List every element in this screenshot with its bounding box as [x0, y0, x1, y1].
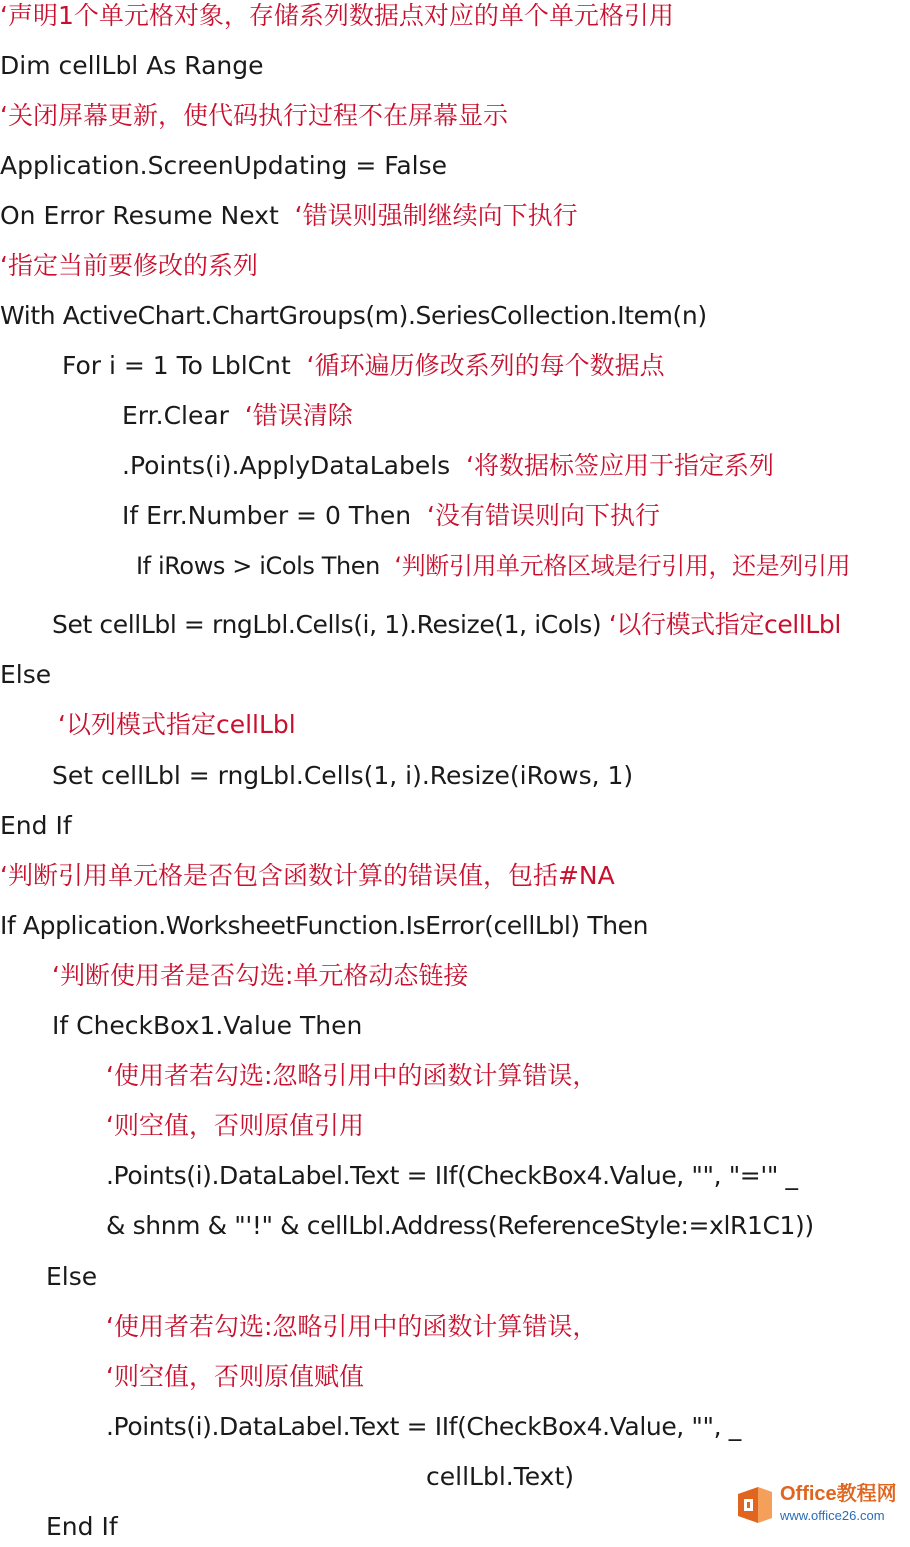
code-comment: ‘以列模式指定cellLbl: [58, 710, 296, 739]
code-comment: ‘使用者若勾选:忽略引用中的函数计算错误，: [106, 1061, 598, 1090]
code-line: [46, 1257, 97, 1297]
code-line: [0, 655, 51, 695]
code-line: [106, 1307, 597, 1347]
code-text: If iRows > iCols Then: [136, 552, 395, 580]
code-line: [0, 146, 447, 186]
code-text: On Error Resume Next: [0, 201, 295, 230]
watermark: [734, 1480, 904, 1532]
code-line: [122, 396, 353, 436]
code-comment: ‘循环遍历修改系列的每个数据点: [306, 351, 665, 380]
code-line: [0, 806, 72, 846]
code-comment: ‘判断使用者是否勾选:单元格动态链接: [52, 961, 469, 990]
code-text: End If: [0, 811, 72, 840]
code-line: [52, 756, 633, 796]
code-line: [426, 1457, 574, 1497]
code-comment: ‘判断引用单元格区域是行引用，还是列引用: [394, 552, 851, 580]
code-comment: ‘则空值，否则原值赋值: [106, 1362, 364, 1391]
code-comment: ‘错误则强制继续向下执行: [294, 201, 578, 230]
code-text: Dim cellLbl As Range: [0, 51, 264, 80]
code-line: [0, 246, 258, 286]
code-line: [106, 1357, 364, 1397]
code-line: [106, 1056, 597, 1096]
code-comment: ‘使用者若勾选:忽略引用中的函数计算错误，: [106, 1312, 598, 1341]
code-comment: ‘以行模式指定cellLbl: [608, 610, 841, 639]
code-comment: ‘则空值，否则原值引用: [106, 1111, 364, 1140]
code-line: [122, 446, 774, 486]
code-comment: ‘没有错误则向下执行: [427, 501, 660, 530]
watermark-url: www.office26.com: [780, 1508, 885, 1523]
code-text: Set cellLbl = rngLbl.Cells(1, i).Resize(iRows, 1): [52, 761, 634, 790]
code-line: [52, 1006, 362, 1046]
code-text: Set cellLbl = rngLbl.Cells(i, 1).Resize(1, iCols): [52, 610, 609, 639]
code-text: If Err.Number = 0 Then: [122, 501, 428, 530]
code-line: [122, 496, 660, 536]
code-line: [0, 196, 578, 236]
code-line: [106, 1106, 364, 1146]
code-line: [52, 956, 468, 996]
code-text: .Points(i).DataLabel.Text = IIf(CheckBox4.Value, "", "='" _: [106, 1161, 798, 1190]
code-text: & shnm & "'!" & cellLbl.Address(ReferenceStyle:=xlR1C1)): [106, 1211, 814, 1240]
watermark-title: Office教程网: [780, 1483, 897, 1505]
code-line: [58, 705, 296, 745]
code-text: End If: [46, 1512, 118, 1541]
code-line: [52, 605, 841, 645]
office-logo-icon: [734, 1484, 776, 1526]
code-line: [0, 296, 707, 336]
code-line: [106, 1156, 798, 1196]
code-text: If CheckBox1.Value Then: [52, 1011, 363, 1040]
code-text: If Application.WorksheetFunction.IsError(cellLbl) Then: [0, 911, 649, 940]
code-text: For i = 1 To LblCnt: [62, 351, 307, 380]
code-comment: ‘声明1个单元格对象，存储系列数据点对应的单个单元格引用: [0, 1, 674, 30]
code-line: [0, 906, 648, 946]
code-line: [0, 0, 674, 36]
code-text: Application.ScreenUpdating = False: [0, 151, 447, 180]
code-line: [0, 856, 615, 896]
code-line: [46, 1507, 118, 1547]
code-line: [136, 546, 850, 586]
code-comment: ‘判断引用单元格是否包含函数计算的错误值，包括#NA: [0, 861, 615, 890]
code-text: Else: [46, 1262, 98, 1291]
code-line: [106, 1206, 814, 1246]
code-text: Err.Clear: [122, 401, 245, 430]
code-comment: ‘关闭屏幕更新，使代码执行过程不在屏幕显示: [0, 101, 508, 130]
code-line: [62, 346, 665, 386]
code-line: [0, 96, 508, 136]
code-text: Else: [0, 660, 52, 689]
code-line: [0, 46, 264, 86]
code-line: [106, 1407, 741, 1447]
code-text: .Points(i).DataLabel.Text = IIf(CheckBox4.Value, "", _: [106, 1412, 741, 1441]
code-text: With ActiveChart.ChartGroups(m).SeriesCollection.Item(n): [0, 301, 707, 330]
code-comment: ‘错误清除: [244, 401, 353, 430]
code-comment: ‘将数据标签应用于指定系列: [466, 451, 775, 480]
code-text: .Points(i).ApplyDataLabels: [122, 451, 467, 480]
code-comment: ‘指定当前要修改的系列: [0, 251, 258, 280]
code-text: cellLbl.Text): [426, 1462, 575, 1491]
